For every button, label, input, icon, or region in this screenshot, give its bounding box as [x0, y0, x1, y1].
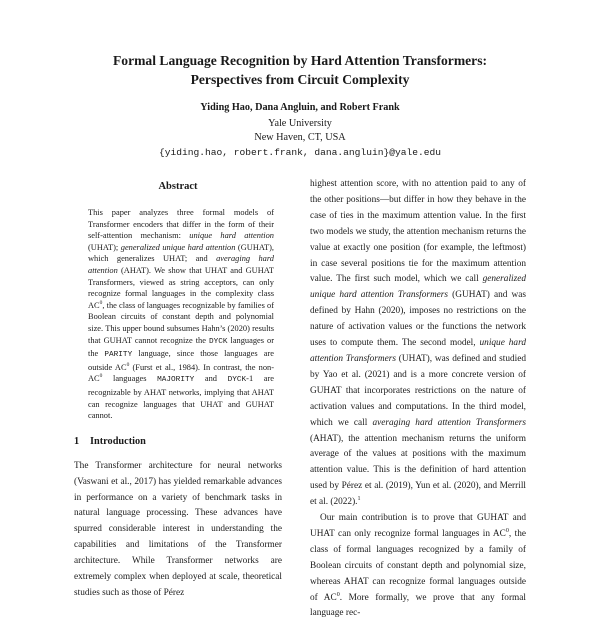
section-heading-introduction	[74, 435, 282, 449]
intro-paragraph: The Transformer architecture for neural networks (Vaswani et al., 2017) has yielded remarkable advances in performance on a variety of benchmark tasks in natural language processing. These advances have spurred considerable interest in understanding the capabilities and limitations of the Transformer architecture. While Transformer networks are extremely complex when deployed at scale, theoretical studies such as those of Pérez	[74, 460, 282, 598]
right-column	[310, 177, 526, 622]
affiliation: Yale University	[268, 117, 332, 129]
section-title: Introduction	[90, 435, 146, 447]
email: {yiding.hao, robert.frank, dana.angluin}@yale.edu	[158, 146, 442, 158]
section-number: 1	[74, 435, 80, 447]
author-names: Yiding Hao, Dana Angluin, and Robert Frank	[200, 102, 400, 113]
right-paragraph-2: Our main contribution is to prove that GUHAT and UHAT can only recognize formal languages in $AC^0$, the class of formal languages recognized by a family of Boolean circuits of constant depth and polynomial size, whereas AHAT can recognize formal languages outside of $AC^0$. More formally, we prove that any formal language rec-	[310, 513, 526, 619]
footnote-marker: 1	[357, 496, 361, 503]
right-paragraph-1: highest attention score, with no attention paid to any of the other positions—but differ in how they behave in the case of ties in the maximum attention value. In the first two models we study, the attention mechanism returns the value at exactly one position (for example, the leftmost) in case several positions tie for the maximum attention value. The first such model, which we call generalized unique hard attention Transformers (GUHAT) and was defined by Hahn (2020), imposes no restrictions on the nature of activation values or the functions the network uses to compute them. The second model, unique hard attention Transformers (UHAT), was defined and studied by Yao et al. (2021) and is a more concrete version of GUHAT that incorporates restrictions on the nature of activation values and computations. In the third model, which we call averaging hard attention Transformers (AHAT), the attention mechanism returns the uniform average of the values at positions with the maximum attention value. This is the definition of hard attention used by Pérez et al. (2019), Yun et al. (2020), and Merrill et al. (2022).$^1$	[310, 179, 527, 508]
abstract-text: This paper analyzes three formal models of Transformer encoders that differ in the form of their self-attention mechanism: unique hard attention (UHAT); generalized unique hard attention (GUHAT), which generalizes UHAT; and averaging hard attention (AHAT). We show that UHAT and GUHAT Transformers, viewed as string acceptors, can only recognize formal languages in the complexity class $AC^0$, the class of languages recognizable by families of Boolean circuits of constant depth and polynomial size. This upper bound subsumes Hahn’s (2020) results that GUHAT cannot recognize the DYCK languages or the PARITY language, since those languages are outside $AC^0$ (Furst et al., 1984). In contrast, the non-$AC^0$ languages MAJORITY and DYCK-1 are recognizable by AHAT networks, implying that AHAT can recognize languages that UHAT and GUHAT cannot.	[88, 208, 275, 421]
left-column	[74, 180, 282, 602]
title-line-1: Formal Language Recognition by Hard Attention Transformers:	[112, 53, 488, 68]
title-line-2: Perspectives from Circuit Complexity	[190, 72, 410, 87]
abstract-heading: Abstract	[158, 181, 198, 192]
paper-title	[60, 51, 540, 89]
location: New Haven, CT, USA	[254, 132, 346, 143]
author-block	[60, 101, 540, 160]
